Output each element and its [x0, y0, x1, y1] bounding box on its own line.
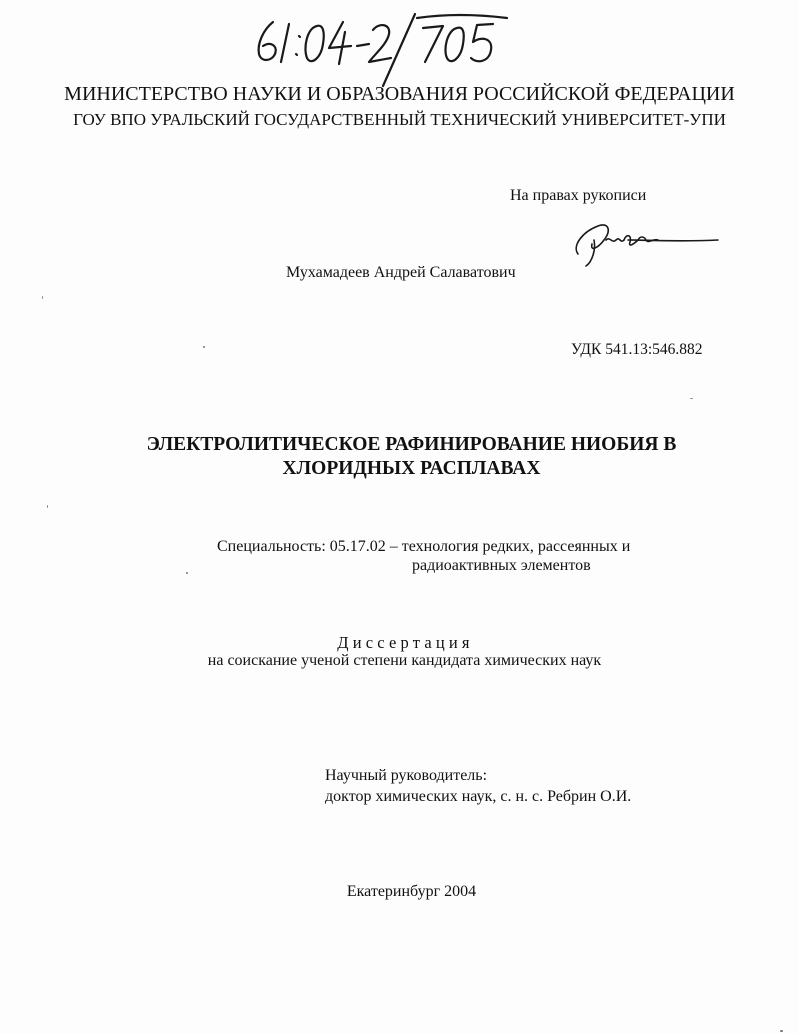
city-and-year: Екатеринбург 2004: [346, 883, 477, 900]
supervisor-label: Научный руководитель:: [325, 767, 488, 784]
author-signature: [568, 210, 723, 270]
ministry-heading: МИНИСТЕРСТВО НАУКИ И ОБРАЗОВАНИЯ РОССИЙСКОЙ ФЕДЕРАЦИИ: [64, 83, 735, 105]
thesis-title-line-2: ХЛОРИДНЫХ РАСПЛАВАХ: [282, 458, 541, 479]
thesis-title-line-1: ЭЛЕКТРОЛИТИЧЕСКОЕ РАФИНИРОВАНИЕ НИОБИЯ В: [146, 434, 677, 455]
scan-speck: [203, 346, 205, 348]
supervisor-name: доктор химических наук, с. н. с. Ребрин О.И.: [325, 788, 632, 805]
scan-speck: [42, 296, 43, 299]
university-heading: ГОУ ВПО УРАЛЬСКИЙ ГОСУДАРСТВЕННЫЙ ТЕХНИЧЕСКИЙ УНИВЕРСИТЕТ-УПИ: [73, 110, 726, 129]
specialty-line-1: Специальность: 05.17.02 – технология редких, рассеянных и: [217, 538, 631, 555]
udc-code: УДК 541.13:546.882: [571, 341, 703, 358]
author-name: Мухамадеев Андрей Салаватович: [286, 264, 516, 281]
handwritten-archive-number: [245, 8, 515, 88]
scan-speck: [780, 1030, 783, 1032]
specialty-line-2: радиоактивных элементов: [412, 557, 591, 574]
scan-speck: [690, 398, 693, 399]
manuscript-rights-label: На правах рукописи: [510, 187, 647, 204]
signature-drawing: [568, 210, 723, 270]
scan-speck: [186, 572, 188, 574]
scan-speck: [47, 505, 48, 508]
archive-number-drawing: [245, 8, 515, 88]
dissertation-subtitle: на соискание ученой степени кандидата химических наук: [207, 652, 602, 669]
dissertation-heading: Диссертация: [337, 633, 474, 652]
